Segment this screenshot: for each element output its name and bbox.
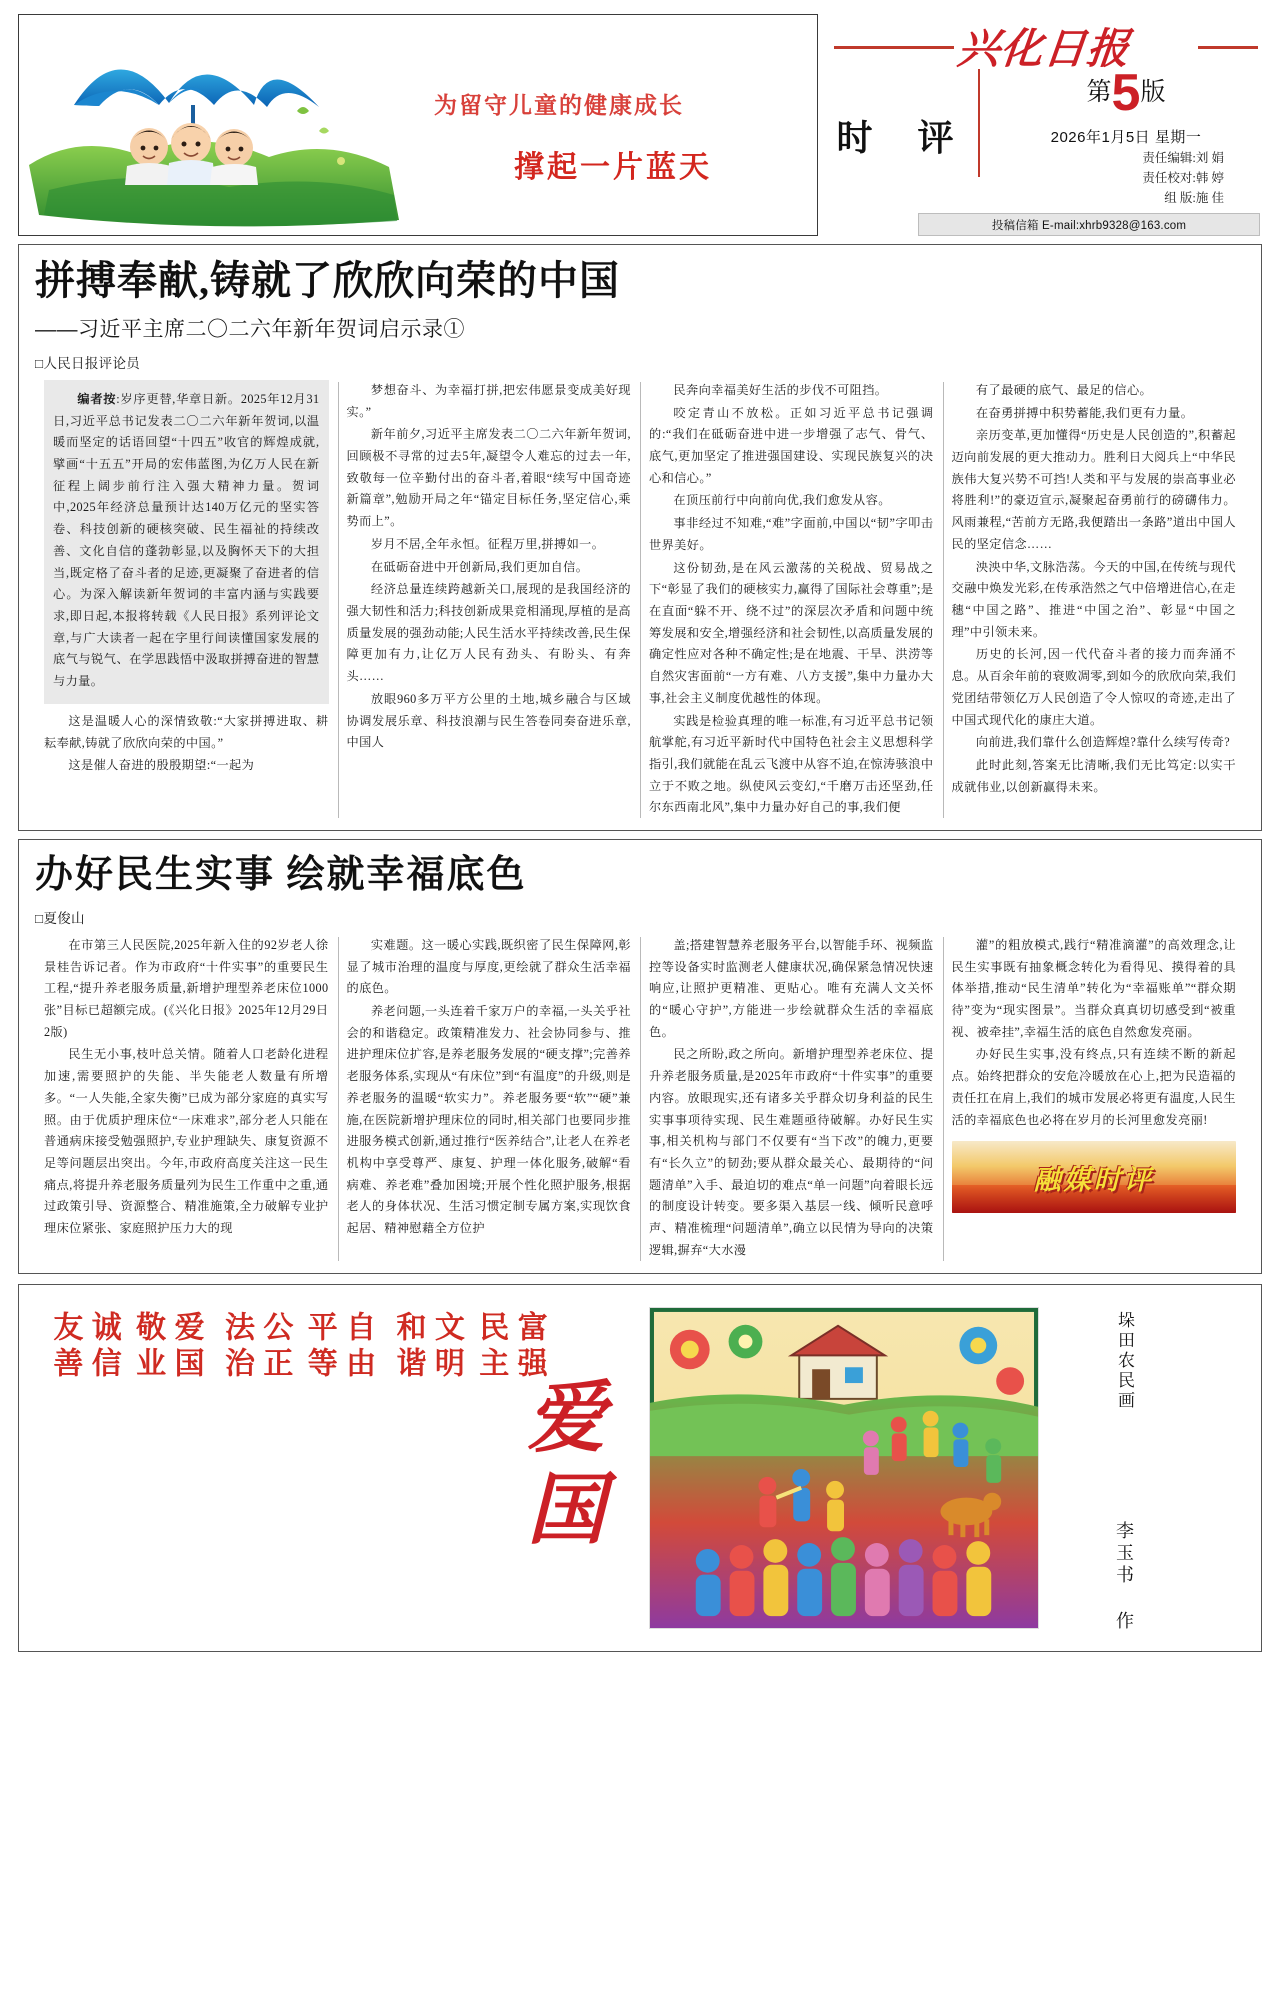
article-2-byline: □夏俊山 bbox=[35, 910, 85, 926]
farmer-painting-art bbox=[650, 1308, 1038, 1628]
article-1-columns bbox=[35, 380, 1245, 820]
article-2-headline: 办好民生实事 绘就幸福底色 bbox=[35, 854, 527, 897]
paragraph: 历史的长河,因一代代奋斗者的接力而奔涌不息。从百余年前的衰败凋零,到如今的欣欣向荣,我们党团结带领亿万人民创造了令人惊叹的奇迹,走出了中国式现代化的康庄大道。 bbox=[951, 647, 1236, 727]
value-top: 诚信 bbox=[86, 1310, 120, 1383]
paragraph: 民奔向幸福美好生活的步伐不可阻挡。 bbox=[673, 382, 888, 397]
article-1-col3-text bbox=[649, 380, 934, 819]
banner-line-2: 撑起一片蓝天 bbox=[514, 151, 712, 184]
paragraph: 在砥砺奋进中开创新局,我们更加自信。 bbox=[370, 559, 589, 574]
submission-email[interactable]: 投稿信箱 E-mail:xhrb9328@163.com bbox=[918, 213, 1260, 236]
value-top: 自由 bbox=[341, 1310, 375, 1383]
article-2-col3-text bbox=[649, 935, 934, 1262]
page-suffix: 版 bbox=[1140, 77, 1166, 106]
paragraph: 亲历变革,更加懂得“历史是人民创造的”,积蓄起迈向前发展的更大推动力。胜利日大阅兵上“中华民族伟大复兴势不可挡!人类和平与发展的崇高事业必将胜利!”的豪迈宣示,凝聚起奋勇前行的磅礴伟力。风雨兼程,“苦前方无路,我便踏出一条路”道出中国人民的坚定信念…… bbox=[951, 428, 1236, 551]
banner-line-1: 为留守儿童的健康成长 bbox=[434, 92, 684, 118]
paragraph: 民生无小事,枝叶总关情。随着人口老龄化进程加速,需要照护的失能、半失能老人数量有所增多。“一人失能,全家失衡”已成为部分家庭的真实写照。由于优质护理床位“一床难求”,部分老人只能在普通病床接受勉强照护,专业护理缺失、康复资源不足等问题层出突出。今年,市政府高度关注这一民生痛点,将提升养老服务质量列为民生工作重中之重,通过政策引导、资源整合、精准施策,全力破解专业护理床位紧张、家庭照护压力大的现 bbox=[44, 1047, 329, 1236]
rongmei-label: 融媒时评 bbox=[1033, 1164, 1154, 1195]
article-1-byline: □人民日报评论员 bbox=[35, 355, 141, 371]
article-1-headline: 拼搏奉献,铸就了欣欣向荣的中国 bbox=[35, 258, 620, 303]
masthead-body bbox=[818, 65, 1262, 207]
article-2-column-2 bbox=[338, 935, 641, 1263]
staff-editor: 责任编辑:刘 娟 bbox=[1142, 150, 1224, 165]
banner-text bbox=[414, 87, 814, 186]
masthead-info bbox=[980, 65, 1262, 207]
core-socialist-values bbox=[19, 1285, 546, 1651]
article-1-col4-text bbox=[952, 380, 1237, 799]
paragraph: 这是催人奋进的殷殷期望:“一起为 bbox=[68, 758, 255, 773]
paragraph: 灌”的粗放模式,践行“精准滴灌”的高效理念,让民生实事既有抽象概念转化为看得见、摸得着的具体举措,推动“民生清单”转化为“幸福账单”“群众期待”变为“现实图景”。当群众真真切切感受到“被重视、被牵挂”,幸福生活的底色自然愈发亮丽。 bbox=[951, 937, 1236, 1039]
paragraph: 向前进,我们靠什么创造辉煌?靠什么续写传奇? bbox=[975, 735, 1231, 750]
paragraph: 盖;搭建智慧养老服务平台,以智能手环、视频监控等设备实时监测老人健康状况,确保紧急情况快速响应,让照护更精准、更贴心。唯有充满人文关怀的“暖心守护”,方能进一步绘就群众生活的幸福底色。 bbox=[649, 937, 934, 1039]
article-2-column-1 bbox=[35, 935, 338, 1263]
article-1-subhead: ——习近平主席二〇二六年新年贺词启示录① bbox=[35, 317, 465, 341]
article-1-col2-text bbox=[347, 380, 632, 754]
article-2-col2-text bbox=[347, 935, 632, 1240]
paragraph: 在奋勇拼搏中积势蓄能,我们更有力量。 bbox=[975, 405, 1194, 420]
painting-artist: 李玉书 作 bbox=[1114, 1520, 1134, 1633]
editor-note-label: 编者按 bbox=[77, 391, 117, 406]
page-number: 5 bbox=[1111, 63, 1141, 122]
paragraph: 这份韧劲,是在风云激荡的关税战、贸易战之下“彰显了我们的硬核实力,赢得了国际社会尊重”;是在直面“躲不开、绕不过”的深层次矛盾和问题中统筹发展和安全,增强经济和社会韧性,以高质量发展的确定性应对各种不确定性;是在地震、干旱、洪涝等自然灾害面前“一方有难、八方支援”,集中力量办大事,社会主义制度优越性的体现。 bbox=[649, 560, 934, 705]
value-bottom: 敬业 bbox=[131, 1310, 165, 1383]
paragraph: 办好民生实事,没有终点,只有连续不断的新起点。始终把群众的安危冷暖放在心上,把为民造福的责任扛在肩上,我们的城市发展必将更有温度,人民生活的幸福底色也必将在岁月的长河里愈发亮丽! bbox=[951, 1047, 1236, 1127]
section-name-wrap bbox=[818, 65, 978, 207]
value-top: 公正 bbox=[258, 1310, 292, 1383]
painting-caption bbox=[1039, 1285, 1159, 1651]
masthead-rule-right bbox=[1198, 46, 1258, 49]
painting-label: 垛田农民画 bbox=[1115, 1310, 1134, 1411]
paragraph: 这是温暖人心的深情致敬:“大家拼搏进取、耕耘奉献,铸就了欣欣向荣的中国。” bbox=[44, 713, 329, 750]
article-2-column-4 bbox=[943, 935, 1246, 1263]
article-1-column-4 bbox=[943, 380, 1246, 820]
value-pair-3 bbox=[217, 1311, 294, 1611]
article-2-column-3 bbox=[640, 935, 943, 1263]
aiguo-calligraphy-wrap bbox=[469, 1285, 649, 1651]
value-bottom: 和谐 bbox=[391, 1310, 425, 1383]
value-pair-2 bbox=[299, 1311, 376, 1611]
paragraph: 新年前夕,习近平主席发表二〇二六年新年贺词,回顾极不寻常的过去5年,凝望令人难忘的过去一年,致敬每一位辛勤付出的奋斗者,着眼“续写中国奇迹新篇章”,勉励开局之年“锚定目标任务,坚定信心,乘势而上”。 bbox=[346, 427, 631, 529]
article-2-col1-text bbox=[44, 935, 329, 1240]
paper-name: 兴化日报 bbox=[955, 27, 1133, 73]
page-prefix: 第 bbox=[1086, 77, 1112, 106]
paragraph: 此时此刻,答案无比清晰,我们无比笃定:以实干成就伟业,以创新赢得未来。 bbox=[951, 758, 1236, 794]
bottom-panel bbox=[18, 1284, 1262, 1652]
paragraph: 事非经过不知难,“难”字面前,中国以“韧”字叩击世界美好。 bbox=[649, 516, 934, 552]
masthead-rule-left bbox=[834, 46, 954, 49]
staff-layout: 组 版:施 佳 bbox=[1164, 190, 1224, 205]
aiguo-calligraphy: 爱国 bbox=[516, 1375, 603, 1560]
paragraph: 梦想奋斗、为幸福打拼,把宏伟愿景变成美好现实。” bbox=[346, 382, 631, 419]
article-2 bbox=[18, 839, 1262, 1273]
editor-note-body: :岁序更替,华章日新。2025年12月31日,习近平总书记发表二〇二六年新年贺词,以温暖而坚定的话语回望“十四五”收官的辉煌成就,擘画“十五五”开局的宏伟蓝图,为亿万人民在新征程上阔步前行注入强大精神力量。贺词中,2025年经济总量预计达140万亿元的坚实答卷、科技创新的硬核突破、民生福祉的持续改善、文化自信的蓬勃彰显,以及胸怀天下的大担当,既定格了奋斗者的足迹,更凝聚了奋进者的信心。为深入解读新年贺词的丰富内涵与实践要求,即日起,本报将转载《人民日报》系列评论文章,与广大读者一起在字里行间读懂国家发展的底气与锐气、在学思践悟中汲取拼搏奋进的智慧与力量。 bbox=[53, 391, 320, 689]
article-2-col4-text bbox=[952, 935, 1237, 1131]
paragraph: 在市第三人民医院,2025年新入住的92岁老人徐景桂告诉记者。作为市政府“十件实事”的重要民生工程,“提升养老服务质量,新增护理型养老床位1000张”目标已超额完成。(《兴化日报》2025年12月29日2版) bbox=[44, 937, 329, 1039]
paragraph: 在顶压前行中向前向优,我们愈发从容。 bbox=[673, 493, 891, 508]
paragraph: 有了最硬的底气、最足的信心。 bbox=[975, 382, 1153, 397]
value-top: 富强 bbox=[512, 1310, 546, 1383]
publish-date: 2026年1月5日 星期一 bbox=[1050, 128, 1202, 146]
paragraph: 实践是检验真理的唯一标准,有习近平总书记领航掌舵,有习近平新时代中国特色社会主义思想科学指引,我们就能在乱云飞渡中从容不迫,在惊涛骇浪中立于不败之地。纵使风云变幻,“千磨万击还坚劲,任尔东西南北风”,集中力量办好自己的事,我们便 bbox=[649, 713, 934, 815]
banner-illustration bbox=[19, 15, 419, 235]
value-top: 爱国 bbox=[169, 1310, 203, 1383]
article-1-column-3 bbox=[640, 380, 943, 820]
article-2-columns bbox=[35, 935, 1245, 1263]
value-pair-5 bbox=[45, 1311, 122, 1611]
value-pair-1 bbox=[388, 1311, 465, 1611]
value-top: 文明 bbox=[429, 1310, 463, 1383]
farmer-painting bbox=[649, 1307, 1039, 1629]
paragraph: 养老问题,一头连着千家万户的幸福,一头关乎社会的和谐稳定。政策精准发力、社会协同参与、推进护理床位扩容,是养老服务发展的“硬支撑”;完善养老服务体系,实现从“有床位”到“有温度”的升级,则是养老服务的温暖“软实力”。养老服务要“软”“硬”兼施,在医院新增护理床位的同时,相关部门也要同步推进服务模式创新,通过推行“医养结合”,让老人在养老机构中享受尊严、康复、护理一体化服务,破解“看病难、养老难”叠加困境;开展个性化照护服务,根据老人的身体状况、生活习惯定制专属方案,实现饮食起居、精神慰藉全方位护 bbox=[346, 1004, 631, 1236]
editor-note bbox=[44, 380, 329, 704]
paragraph: 咬定青山不放松。正如习近平总书记强调的:“我们在砥砺奋进中进一步增强了志气、骨气、底气,更加坚定了推进强国建设、实现民族复兴的决心和信心。” bbox=[649, 405, 934, 485]
value-bottom: 友善 bbox=[48, 1310, 82, 1383]
article-1-column-2 bbox=[338, 380, 641, 820]
article-1 bbox=[18, 244, 1262, 831]
article-1-column-1 bbox=[35, 380, 338, 820]
paragraph: 岁月不居,全年永恒。征程万里,拼搏如一。 bbox=[370, 536, 605, 551]
paragraph: 实难题。这一暖心实践,既织密了民生保障网,彰显了城市治理的温度与厚度,更绘就了群众生活幸福的底色。 bbox=[346, 937, 631, 996]
staff-proofreader: 责任校对:韩 婷 bbox=[1142, 170, 1224, 185]
paragraph: 放眼960多万平方公里的土地,城乡融合与区域协调发展乐章、科技浪潮与民生答卷同奏奋进乐章,中国人 bbox=[346, 691, 631, 750]
paragraph: 经济总量连续跨越新关口,展现的是我国经济的强大韧性和活力;科技创新成果竞相涌现,厚植的是高质量发展的强劲动能;人民生活水平持续改善,民生保障更加有力,让亿万人民有劲头、有盼头、有奔头…… bbox=[346, 582, 631, 684]
top-band bbox=[18, 14, 1262, 236]
value-bottom: 法治 bbox=[219, 1310, 253, 1383]
masthead-title-row bbox=[818, 14, 1262, 73]
article-1-col1-text bbox=[44, 711, 329, 777]
paragraph: 泱泱中华,文脉浩荡。今天的中国,在传统与现代交融中焕发光彩,在传承浩然之气中倍增进信心,在走穗“中国之路”、推进“中国之治”、彰显“中国之理”中引领未来。 bbox=[951, 559, 1236, 639]
masthead bbox=[818, 14, 1262, 236]
rongmei-commentary-logo bbox=[952, 1141, 1237, 1213]
value-pair-4 bbox=[128, 1311, 205, 1611]
paragraph: 民之所盼,政之所向。新增护理型养老床位、提升养老服务质量,是2025年市政府“十件实事”的重要内容。放眼现实,还有诸多关乎群众切身利益的民生实事事项待实现、民生难题亟待破解。办好民生实事,相关机构与部门不仅要有“当下改”的魄力,更要有“长久立”的韧劲;要从群众最关心、最期待的“问题清单”入手、最迫切的难点“单一问题”向着眼长远的制度设计转变。要多渠入基层一线、倾听民意呼声、精准梳理“问题清单”,确立以民情为导向的决策逻辑,摒弃“大水漫 bbox=[649, 1047, 934, 1257]
value-bottom: 民主 bbox=[474, 1310, 508, 1383]
psa-banner bbox=[18, 14, 818, 236]
value-bottom: 平等 bbox=[302, 1310, 336, 1383]
section-name: 时 评 bbox=[836, 118, 972, 159]
